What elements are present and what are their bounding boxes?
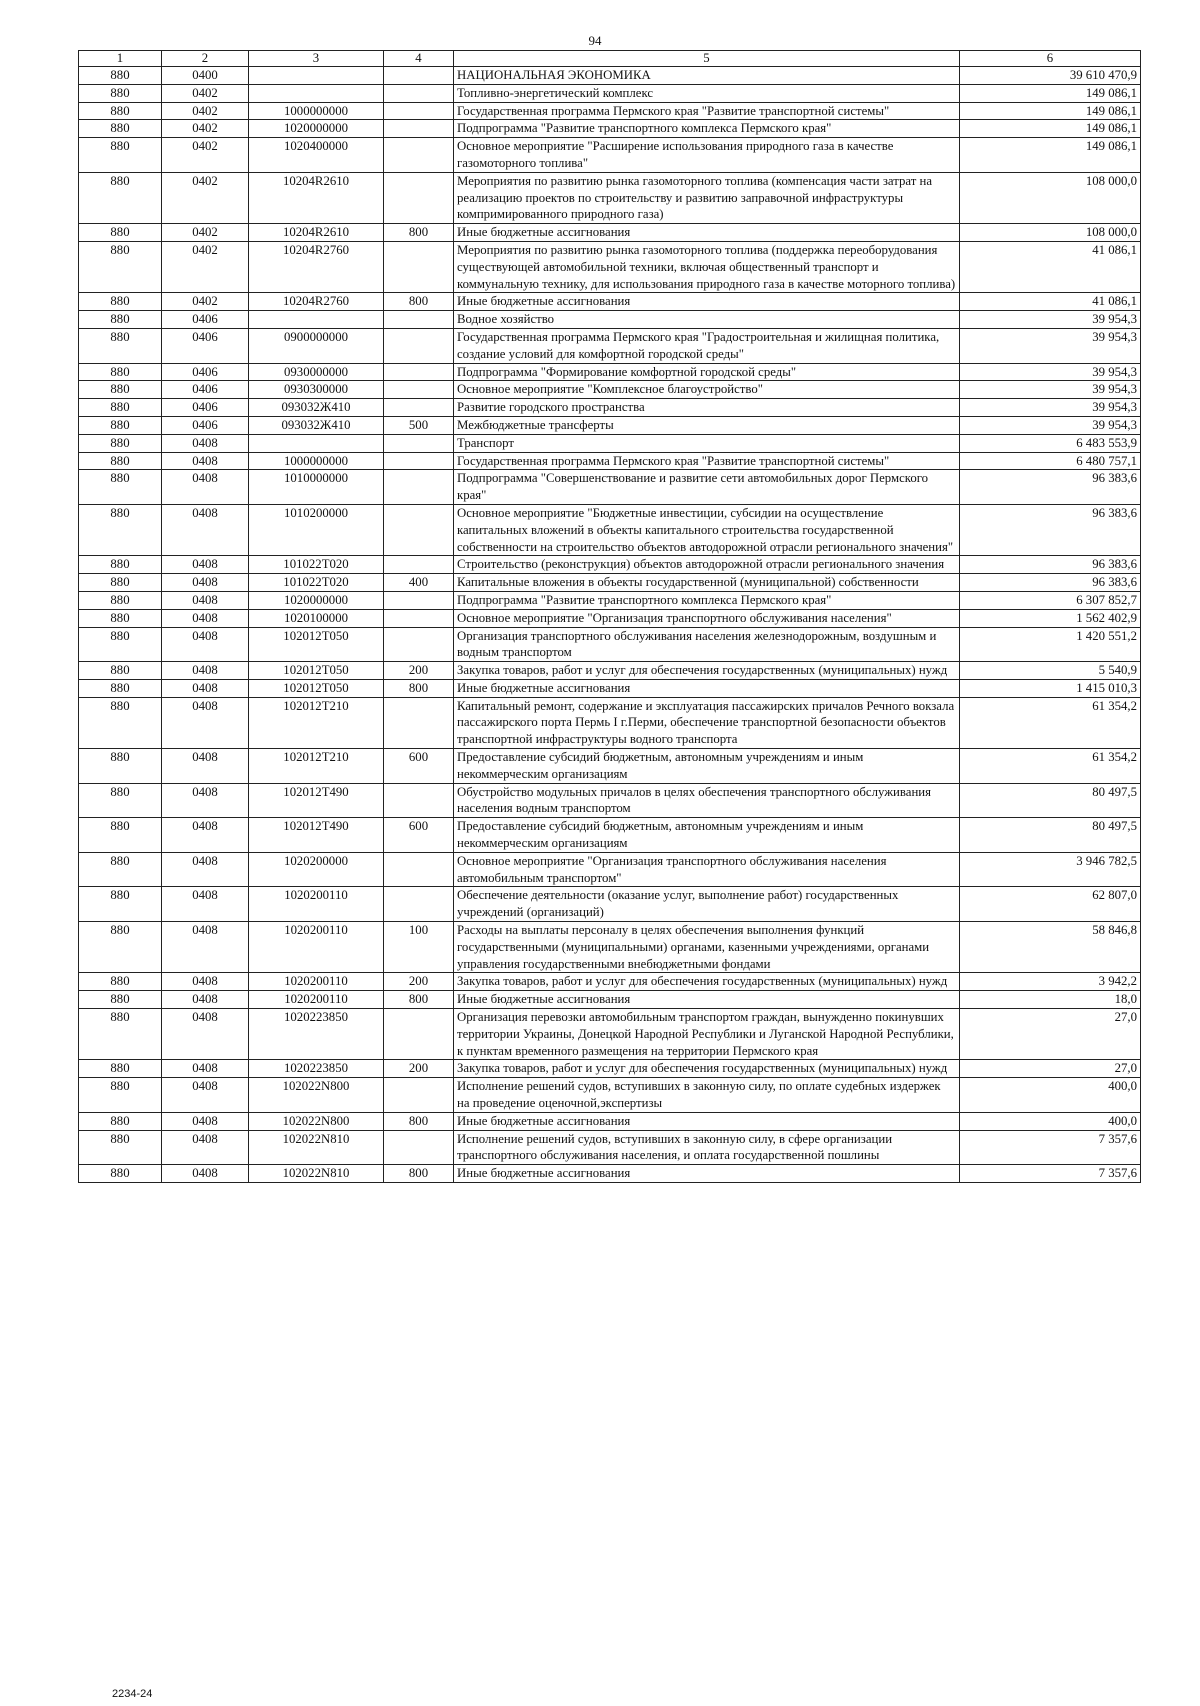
amount-cell: 96 383,6: [960, 504, 1141, 555]
table-row: [79, 973, 1141, 991]
expense-type-cell: [384, 120, 454, 138]
table-row: [79, 328, 1141, 363]
amount-cell: 96 383,6: [960, 574, 1141, 592]
amount-cell: 7 357,6: [960, 1165, 1141, 1183]
ministry-code-cell: 880: [79, 381, 162, 399]
section-code-cell: 0408: [162, 609, 249, 627]
expense-type-cell: 800: [384, 679, 454, 697]
description-cell: Расходы на выплаты персоналу в целях обеспечения выполнения функций государственными (муниципальными) органами, казенными учреждениями, органами управления государственными внебюджетными фондами: [454, 922, 960, 973]
expense-type-cell: [384, 591, 454, 609]
section-code-cell: 0406: [162, 416, 249, 434]
ministry-code-cell: 880: [79, 852, 162, 887]
description-cell: Основное мероприятие "Расширение использования природного газа в качестве газомоторного топлива": [454, 138, 960, 173]
section-code-cell: 0408: [162, 749, 249, 784]
section-code-cell: 0408: [162, 662, 249, 680]
amount-cell: 3 946 782,5: [960, 852, 1141, 887]
description-cell: Иные бюджетные ассигнования: [454, 224, 960, 242]
target-article-cell: 102012Т210: [249, 749, 384, 784]
target-article-cell: 1000000000: [249, 102, 384, 120]
ministry-code-cell: 880: [79, 609, 162, 627]
expense-type-cell: [384, 381, 454, 399]
ministry-code-cell: 880: [79, 399, 162, 417]
column-header-4: 4: [384, 51, 454, 67]
amount-cell: 61 354,2: [960, 697, 1141, 748]
ministry-code-cell: 880: [79, 67, 162, 85]
column-header-2: 2: [162, 51, 249, 67]
expense-type-cell: [384, 241, 454, 292]
amount-cell: 58 846,8: [960, 922, 1141, 973]
amount-cell: 3 942,2: [960, 973, 1141, 991]
ministry-code-cell: 880: [79, 574, 162, 592]
table-row: [79, 102, 1141, 120]
column-header-6: 6: [960, 51, 1141, 67]
section-code-cell: 0406: [162, 381, 249, 399]
target-article-cell: 102022N810: [249, 1165, 384, 1183]
table-row: [79, 172, 1141, 223]
expense-type-cell: [384, 434, 454, 452]
section-code-cell: 0408: [162, 504, 249, 555]
expense-type-cell: [384, 627, 454, 662]
description-cell: Мероприятия по развитию рынка газомоторного топлива (компенсация части затрат на реализацию проектов по строительству и развитию заправочной инфраструктуры компримированного природного газа): [454, 172, 960, 223]
section-code-cell: 0408: [162, 991, 249, 1009]
section-code-cell: 0408: [162, 434, 249, 452]
description-cell: Закупка товаров, работ и услуг для обеспечения государственных (муниципальных) нужд: [454, 662, 960, 680]
target-article-cell: 1020200000: [249, 852, 384, 887]
amount-cell: 149 086,1: [960, 84, 1141, 102]
target-article-cell: 102022N810: [249, 1130, 384, 1165]
target-article-cell: 0900000000: [249, 328, 384, 363]
section-code-cell: 0400: [162, 67, 249, 85]
table-row: [79, 609, 1141, 627]
ministry-code-cell: 880: [79, 591, 162, 609]
description-cell: Основное мероприятие "Бюджетные инвестиции, субсидии на осуществление капитальных вложений в объекты капитального строительства государственной собственности на строительство объектов автодорожной отрасли регионального значения": [454, 504, 960, 555]
footer-code: 2234-24: [112, 1688, 153, 1700]
amount-cell: 39 954,3: [960, 311, 1141, 329]
table-row: [79, 311, 1141, 329]
section-code-cell: 0408: [162, 852, 249, 887]
table-row: [79, 399, 1141, 417]
description-cell: Основное мероприятие "Организация транспортного обслуживания населения": [454, 609, 960, 627]
table-row: [79, 697, 1141, 748]
ministry-code-cell: 880: [79, 293, 162, 311]
expense-type-cell: [384, 1078, 454, 1113]
ministry-code-cell: 880: [79, 556, 162, 574]
ministry-code-cell: 880: [79, 504, 162, 555]
target-article-cell: 1020200110: [249, 973, 384, 991]
target-article-cell: [249, 67, 384, 85]
target-article-cell: 10204R2760: [249, 293, 384, 311]
amount-cell: 96 383,6: [960, 470, 1141, 505]
table-row: [79, 381, 1141, 399]
description-cell: Государственная программа Пермского края "Развитие транспортной системы": [454, 102, 960, 120]
target-article-cell: 1020223850: [249, 1009, 384, 1060]
expense-type-cell: [384, 452, 454, 470]
table-row: [79, 1165, 1141, 1183]
section-code-cell: 0408: [162, 887, 249, 922]
table-row: [79, 434, 1141, 452]
description-cell: Водное хозяйство: [454, 311, 960, 329]
expense-type-cell: 800: [384, 1112, 454, 1130]
ministry-code-cell: 880: [79, 818, 162, 853]
expense-type-cell: [384, 363, 454, 381]
description-cell: Строительство (реконструкция) объектов автодорожной отрасли регионального значения: [454, 556, 960, 574]
ministry-code-cell: 880: [79, 679, 162, 697]
amount-cell: 1 420 551,2: [960, 627, 1141, 662]
target-article-cell: 10204R2610: [249, 172, 384, 223]
target-article-cell: [249, 84, 384, 102]
expense-type-cell: 600: [384, 749, 454, 784]
ministry-code-cell: 880: [79, 662, 162, 680]
table-row: [79, 574, 1141, 592]
description-cell: Топливно-энергетический комплекс: [454, 84, 960, 102]
ministry-code-cell: 880: [79, 697, 162, 748]
table-row: [79, 662, 1141, 680]
ministry-code-cell: 880: [79, 783, 162, 818]
column-header-3: 3: [249, 51, 384, 67]
amount-cell: 1 562 402,9: [960, 609, 1141, 627]
amount-cell: 27,0: [960, 1009, 1141, 1060]
amount-cell: 7 357,6: [960, 1130, 1141, 1165]
ministry-code-cell: 880: [79, 363, 162, 381]
section-code-cell: 0408: [162, 1112, 249, 1130]
expense-type-cell: 600: [384, 818, 454, 853]
ministry-code-cell: 880: [79, 749, 162, 784]
ministry-code-cell: 880: [79, 470, 162, 505]
section-code-cell: 0402: [162, 102, 249, 120]
table-row: [79, 679, 1141, 697]
ministry-code-cell: 880: [79, 887, 162, 922]
table-row: [79, 818, 1141, 853]
section-code-cell: 0406: [162, 399, 249, 417]
target-article-cell: 1020223850: [249, 1060, 384, 1078]
target-article-cell: 093032Ж410: [249, 416, 384, 434]
amount-cell: 96 383,6: [960, 556, 1141, 574]
expense-type-cell: 800: [384, 1165, 454, 1183]
ministry-code-cell: 880: [79, 1078, 162, 1113]
expense-type-cell: [384, 1009, 454, 1060]
description-cell: Иные бюджетные ассигнования: [454, 1165, 960, 1183]
amount-cell: 400,0: [960, 1078, 1141, 1113]
target-article-cell: [249, 434, 384, 452]
target-article-cell: 10204R2610: [249, 224, 384, 242]
description-cell: Государственная программа Пермского края "Развитие транспортной системы": [454, 452, 960, 470]
ministry-code-cell: 880: [79, 224, 162, 242]
section-code-cell: 0408: [162, 1165, 249, 1183]
column-header-1: 1: [79, 51, 162, 67]
section-code-cell: 0408: [162, 679, 249, 697]
expense-type-cell: [384, 399, 454, 417]
table-row: [79, 84, 1141, 102]
section-code-cell: 0408: [162, 697, 249, 748]
target-article-cell: [249, 311, 384, 329]
expense-type-cell: 500: [384, 416, 454, 434]
expense-type-cell: [384, 138, 454, 173]
section-code-cell: 0402: [162, 120, 249, 138]
ministry-code-cell: 880: [79, 627, 162, 662]
table-row: [79, 852, 1141, 887]
description-cell: Межбюджетные трансферты: [454, 416, 960, 434]
description-cell: Подпрограмма "Совершенствование и развитие сети автомобильных дорог Пермского края": [454, 470, 960, 505]
amount-cell: 18,0: [960, 991, 1141, 1009]
ministry-code-cell: 880: [79, 241, 162, 292]
target-article-cell: 101022Т020: [249, 574, 384, 592]
section-code-cell: 0408: [162, 1078, 249, 1113]
table-row: [79, 224, 1141, 242]
description-cell: Основное мероприятие "Комплексное благоустройство": [454, 381, 960, 399]
amount-cell: 149 086,1: [960, 120, 1141, 138]
expense-type-cell: [384, 1130, 454, 1165]
table-row: [79, 627, 1141, 662]
amount-cell: 41 086,1: [960, 293, 1141, 311]
amount-cell: 61 354,2: [960, 749, 1141, 784]
expense-type-cell: [384, 852, 454, 887]
ministry-code-cell: 880: [79, 973, 162, 991]
target-article-cell: 1020000000: [249, 591, 384, 609]
description-cell: Исполнение решений судов, вступивших в законную силу, в сфере организации транспортного обслуживания населения, и оплата государственной пошлины: [454, 1130, 960, 1165]
description-cell: Иные бюджетные ассигнования: [454, 1112, 960, 1130]
expense-type-cell: 200: [384, 973, 454, 991]
description-cell: Иные бюджетные ассигнования: [454, 293, 960, 311]
amount-cell: 41 086,1: [960, 241, 1141, 292]
section-code-cell: 0408: [162, 1130, 249, 1165]
description-cell: Развитие городского пространства: [454, 399, 960, 417]
table-row: [79, 504, 1141, 555]
expense-type-cell: [384, 67, 454, 85]
table-row: [79, 363, 1141, 381]
section-code-cell: 0402: [162, 293, 249, 311]
table-row: [79, 991, 1141, 1009]
description-cell: Организация перевозки автомобильным транспортом граждан, вынужденно покинувших территории Украины, Донецкой Народной Республики и Луганской Народной Республики, к пунктам временного размещения на территории Пермского края: [454, 1009, 960, 1060]
expense-type-cell: [384, 504, 454, 555]
amount-cell: 80 497,5: [960, 818, 1141, 853]
section-code-cell: 0408: [162, 818, 249, 853]
description-cell: Транспорт: [454, 434, 960, 452]
target-article-cell: 093032Ж410: [249, 399, 384, 417]
section-code-cell: 0402: [162, 241, 249, 292]
table-row: [79, 416, 1141, 434]
table-row: [79, 470, 1141, 505]
table-row: [79, 241, 1141, 292]
expense-type-cell: [384, 311, 454, 329]
target-article-cell: 1010200000: [249, 504, 384, 555]
amount-cell: 27,0: [960, 1060, 1141, 1078]
table-row: [79, 556, 1141, 574]
expense-type-cell: 100: [384, 922, 454, 973]
description-cell: Иные бюджетные ассигнования: [454, 679, 960, 697]
ministry-code-cell: 880: [79, 311, 162, 329]
description-cell: Государственная программа Пермского края "Градостроительная и жилищная политика, создание условий для комфортной городской среды": [454, 328, 960, 363]
expense-type-cell: [384, 556, 454, 574]
target-article-cell: 102012Т490: [249, 783, 384, 818]
section-code-cell: 0402: [162, 224, 249, 242]
amount-cell: 62 807,0: [960, 887, 1141, 922]
amount-cell: 108 000,0: [960, 224, 1141, 242]
table-row: [79, 1078, 1141, 1113]
amount-cell: 108 000,0: [960, 172, 1141, 223]
ministry-code-cell: 880: [79, 1112, 162, 1130]
amount-cell: 149 086,1: [960, 102, 1141, 120]
ministry-code-cell: 880: [79, 84, 162, 102]
ministry-code-cell: 880: [79, 434, 162, 452]
description-cell: Подпрограмма "Формирование комфортной городской среды": [454, 363, 960, 381]
expense-type-cell: [384, 102, 454, 120]
description-cell: Обустройство модульных причалов в целях обеспечения транспортного обслуживания населения водным транспортом: [454, 783, 960, 818]
table-header-row: [79, 51, 1141, 67]
table-row: [79, 783, 1141, 818]
target-article-cell: 0930300000: [249, 381, 384, 399]
amount-cell: 80 497,5: [960, 783, 1141, 818]
ministry-code-cell: 880: [79, 120, 162, 138]
section-code-cell: 0408: [162, 1060, 249, 1078]
section-code-cell: 0408: [162, 574, 249, 592]
expense-type-cell: [384, 84, 454, 102]
description-cell: Исполнение решений судов, вступивших в законную силу, по оплате судебных издержек на проведение оценочной,экспертизы: [454, 1078, 960, 1113]
table-row: [79, 887, 1141, 922]
section-code-cell: 0408: [162, 1009, 249, 1060]
description-cell: Обеспечение деятельности (оказание услуг, выполнение работ) государственных учреждений (организаций): [454, 887, 960, 922]
ministry-code-cell: 880: [79, 138, 162, 173]
amount-cell: 149 086,1: [960, 138, 1141, 173]
description-cell: Капитальные вложения в объекты государственной (муниципальной) собственности: [454, 574, 960, 592]
amount-cell: 39 954,3: [960, 399, 1141, 417]
ministry-code-cell: 880: [79, 452, 162, 470]
description-cell: Мероприятия по развитию рынка газомоторного топлива (поддержка переоборудования существующей автомобильной техники, включая общественный транспорт и коммунальную технику, для использования природного газа в качестве моторного топлива): [454, 241, 960, 292]
section-code-cell: 0406: [162, 363, 249, 381]
section-code-cell: 0402: [162, 84, 249, 102]
table-row: [79, 67, 1141, 85]
table-row: [79, 138, 1141, 173]
table-row: [79, 1130, 1141, 1165]
expense-type-cell: 800: [384, 293, 454, 311]
target-article-cell: 102012Т210: [249, 697, 384, 748]
section-code-cell: 0402: [162, 138, 249, 173]
amount-cell: 39 954,3: [960, 416, 1141, 434]
expense-type-cell: [384, 783, 454, 818]
target-article-cell: 1020000000: [249, 120, 384, 138]
amount-cell: 400,0: [960, 1112, 1141, 1130]
target-article-cell: 1020200110: [249, 991, 384, 1009]
section-code-cell: 0406: [162, 328, 249, 363]
ministry-code-cell: 880: [79, 328, 162, 363]
expense-type-cell: [384, 887, 454, 922]
column-header-5: 5: [454, 51, 960, 67]
section-code-cell: 0408: [162, 452, 249, 470]
page-number: 94: [588, 33, 602, 48]
section-code-cell: 0408: [162, 556, 249, 574]
expense-type-cell: 200: [384, 1060, 454, 1078]
description-cell: НАЦИОНАЛЬНАЯ ЭКОНОМИКА: [454, 67, 960, 85]
amount-cell: 39 954,3: [960, 381, 1141, 399]
section-code-cell: 0408: [162, 922, 249, 973]
target-article-cell: 1020100000: [249, 609, 384, 627]
amount-cell: 39 954,3: [960, 363, 1141, 381]
description-cell: Закупка товаров, работ и услуг для обеспечения государственных (муниципальных) нужд: [454, 1060, 960, 1078]
expense-type-cell: [384, 328, 454, 363]
table-row: [79, 293, 1141, 311]
target-article-cell: 1000000000: [249, 452, 384, 470]
table-row: [79, 1009, 1141, 1060]
target-article-cell: 102012Т050: [249, 679, 384, 697]
amount-cell: 39 954,3: [960, 328, 1141, 363]
table-row: [79, 1060, 1141, 1078]
ministry-code-cell: 880: [79, 172, 162, 223]
expense-type-cell: 400: [384, 574, 454, 592]
table-body: [79, 67, 1141, 1183]
ministry-code-cell: 880: [79, 922, 162, 973]
amount-cell: 5 540,9: [960, 662, 1141, 680]
amount-cell: 6 307 852,7: [960, 591, 1141, 609]
section-code-cell: 0406: [162, 311, 249, 329]
ministry-code-cell: 880: [79, 1009, 162, 1060]
section-code-cell: 0408: [162, 627, 249, 662]
target-article-cell: 102022N800: [249, 1078, 384, 1113]
expense-type-cell: [384, 172, 454, 223]
budget-table: [78, 50, 1141, 1183]
target-article-cell: 1010000000: [249, 470, 384, 505]
expense-type-cell: 800: [384, 991, 454, 1009]
ministry-code-cell: 880: [79, 1060, 162, 1078]
target-article-cell: 102012Т490: [249, 818, 384, 853]
target-article-cell: 1020200110: [249, 887, 384, 922]
target-article-cell: 102022N800: [249, 1112, 384, 1130]
ministry-code-cell: 880: [79, 1130, 162, 1165]
expense-type-cell: [384, 470, 454, 505]
target-article-cell: 0930000000: [249, 363, 384, 381]
target-article-cell: 102012Т050: [249, 662, 384, 680]
section-code-cell: 0408: [162, 470, 249, 505]
table-row: [79, 591, 1141, 609]
expense-type-cell: [384, 697, 454, 748]
target-article-cell: 1020200110: [249, 922, 384, 973]
description-cell: Иные бюджетные ассигнования: [454, 991, 960, 1009]
table-row: [79, 922, 1141, 973]
table-row: [79, 120, 1141, 138]
table-row: [79, 749, 1141, 784]
section-code-cell: 0408: [162, 783, 249, 818]
description-cell: Закупка товаров, работ и услуг для обеспечения государственных (муниципальных) нужд: [454, 973, 960, 991]
target-article-cell: 101022Т020: [249, 556, 384, 574]
description-cell: Подпрограмма "Развитие транспортного комплекса Пермского края": [454, 120, 960, 138]
table-row: [79, 452, 1141, 470]
ministry-code-cell: 880: [79, 1165, 162, 1183]
section-code-cell: 0408: [162, 591, 249, 609]
amount-cell: 6 480 757,1: [960, 452, 1141, 470]
expense-type-cell: 800: [384, 224, 454, 242]
description-cell: Предоставление субсидий бюджетным, автономным учреждениям и иным некоммерческим организациям: [454, 818, 960, 853]
description-cell: Основное мероприятие "Организация транспортного обслуживания населения автомобильным транспортом": [454, 852, 960, 887]
description-cell: Организация транспортного обслуживания населения железнодорожным, воздушным и водным транспортом: [454, 627, 960, 662]
ministry-code-cell: 880: [79, 102, 162, 120]
amount-cell: 39 610 470,9: [960, 67, 1141, 85]
amount-cell: 1 415 010,3: [960, 679, 1141, 697]
target-article-cell: 102012Т050: [249, 627, 384, 662]
section-code-cell: 0402: [162, 172, 249, 223]
target-article-cell: 10204R2760: [249, 241, 384, 292]
table-row: [79, 1112, 1141, 1130]
target-article-cell: 1020400000: [249, 138, 384, 173]
description-cell: Предоставление субсидий бюджетным, автономным учреждениям и иным некоммерческим организациям: [454, 749, 960, 784]
amount-cell: 6 483 553,9: [960, 434, 1141, 452]
ministry-code-cell: 880: [79, 416, 162, 434]
description-cell: Подпрограмма "Развитие транспортного комплекса Пермского края": [454, 591, 960, 609]
ministry-code-cell: 880: [79, 991, 162, 1009]
expense-type-cell: 200: [384, 662, 454, 680]
expense-type-cell: [384, 609, 454, 627]
description-cell: Капитальный ремонт, содержание и эксплуатация пассажирских причалов Речного вокзала пассажирского порта Пермь I г.Перми, обеспечение транспортной безопасности объектов транспортной инфраструктуры водного транспорта: [454, 697, 960, 748]
section-code-cell: 0408: [162, 973, 249, 991]
